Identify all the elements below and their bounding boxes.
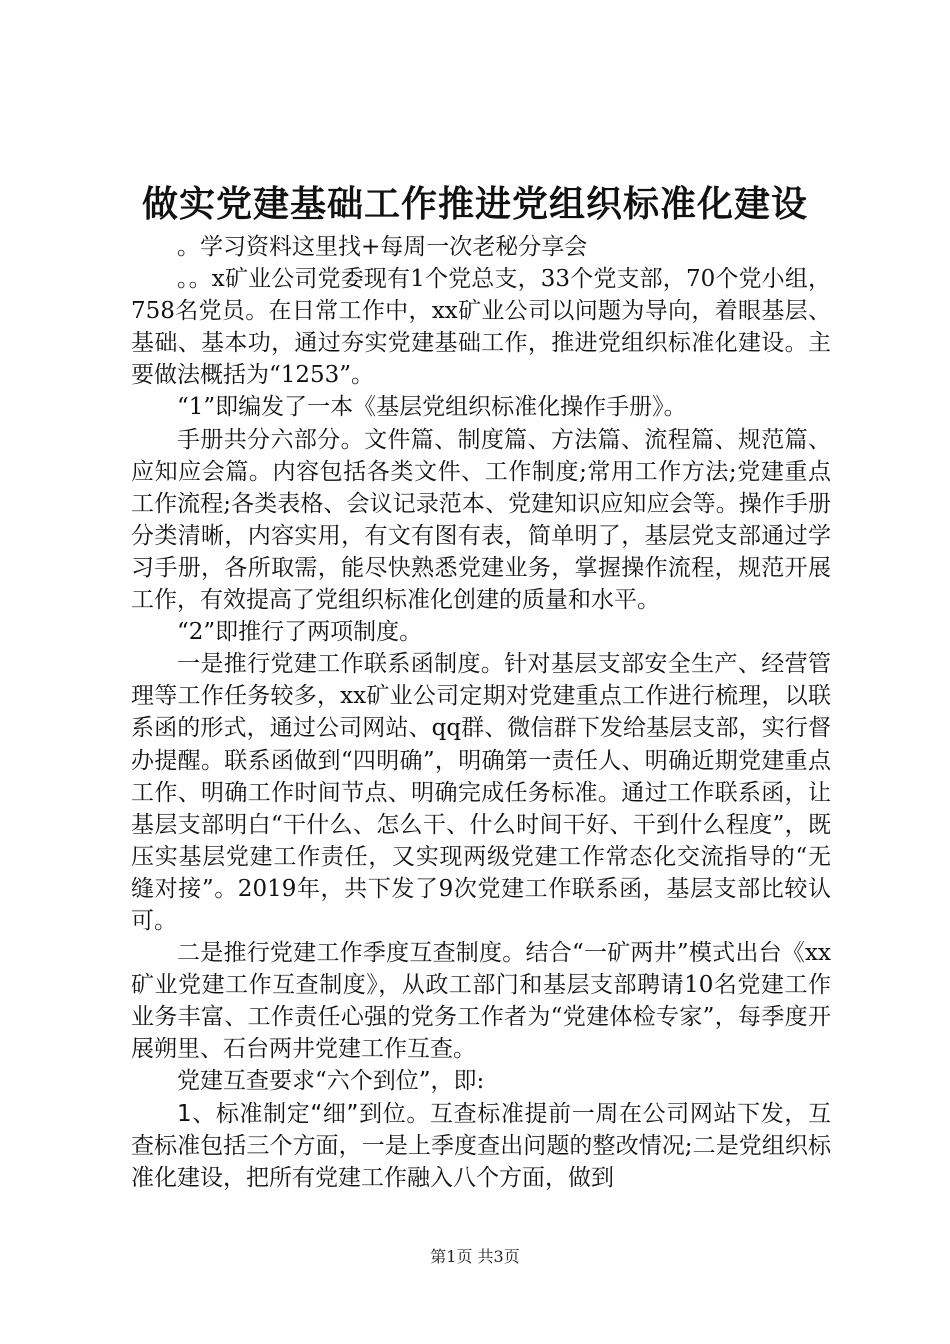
- paragraph-manual: 手册共分六部分。文件篇、制度篇、方法篇、流程篇、规范篇、应知应会篇。内容包括各类文件、工作制度;常用工作方法;党建重点工作流程;各类表格、会议记录范本、党建知识应知应会等。操作手册分类清晰，内容实用，有文有图有表，简单明了，基层党支部通过学习手册，各所取需，能尽快熟悉党建业务，掌握操作流程，规范开展工作，有效提高了党组织标准化创建的质量和水平。: [131, 426, 831, 614]
- paragraph-intro: 。。x矿业公司党委现有1个党总支，33个党支部，70个党小组，758名党员。在日常工作中，xx矿业公司以问题为导向，着眼基层、基础、基本功，通过夯实党建基础工作，推进党组织标准化建设。主要做法概括为“1253”。: [131, 266, 831, 389]
- paragraph-mutual-check: 二是推行党建工作季度互查制度。结合“一矿两井”模式出台《xx矿业党建工作互查制度》，从政工部门和基层支部聘请10名党建工作业务丰富、工作责任心强的党务工作者为“党建体检专家”，每季度开展朔里、石台两井党建工作互查。: [131, 940, 831, 1063]
- item-text: 互查标准提前一周在公司网站下发，互查标准包括三个方面，一是上季度查出问题的整改情况;二是党组织标准化建设，把所有党建工作融入八个方面，做到: [131, 1100, 832, 1191]
- document-body: [131, 231, 831, 1194]
- document-title: 做实党建基础工作推进党组织标准化建设: [141, 184, 808, 225]
- item-heading: 1、标准制定“细”到位。: [177, 1100, 430, 1127]
- paragraph-section-2: “2”即推行了两项制度。: [177, 619, 423, 646]
- paragraph-standard-item: [131, 1098, 831, 1194]
- paragraph-contact-letter: 一是推行党建工作联系函制度。针对基层支部安全生产、经营管理等工作任务较多，xx矿业公司定期对党建重点工作进行梳理，以联系函的形式，通过公司网站、qq群、微信群下发给基层支部，实行督办提醒。联系函做到“四明确”，明确第一责任人、明确近期党建重点工作、明确工作时间节点、明确完成任务标准。通过工作联系函，让基层支部明白“干什么、怎么干、什么时间干好、干到什么程度”，既压实基层党建工作责任，又实现两级党建工作常态化交流指导的“无缝对接”。2019年，共下发了9次党建工作联系函，基层支部比较认可。: [131, 651, 831, 934]
- page-footer: 第1页 共3页: [430, 1247, 520, 1266]
- paragraph-note: 。学习资料这里找+每周一次老秘分享会: [177, 234, 588, 260]
- paragraph-section-1: “1”即编发了一本《基层党组织标准化操作手册》。: [177, 394, 687, 421]
- paragraph-six-requirements: 党建互查要求“六个到位”，即:: [177, 1068, 485, 1095]
